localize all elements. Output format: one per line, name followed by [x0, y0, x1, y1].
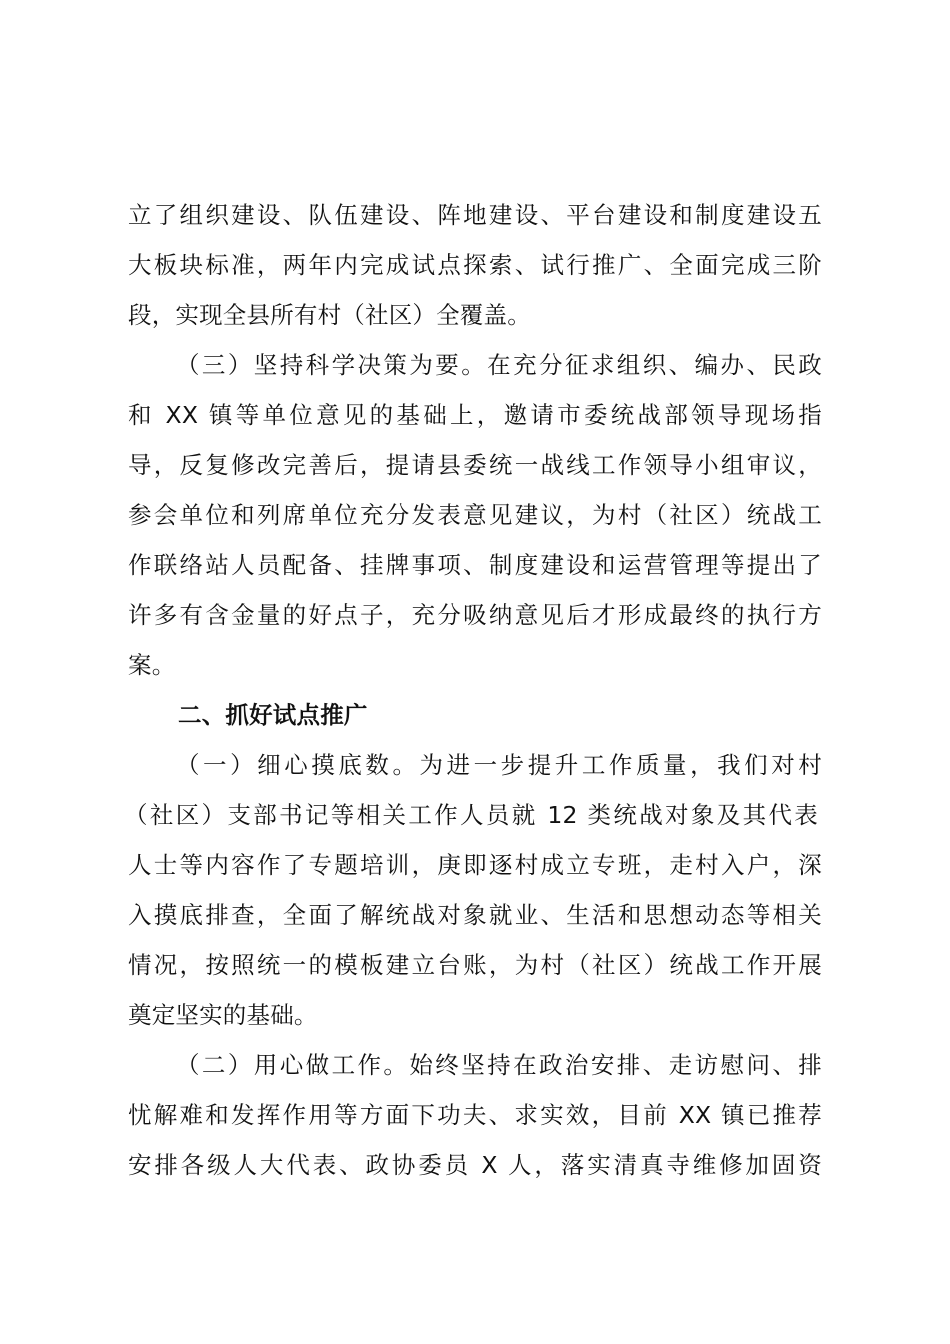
- text-line: 段，实现全县所有村（社区）全覆盖。: [128, 301, 531, 329]
- text-line: 立了组织建设、队伍建设、阵地建设、平台建设和制度建设五: [128, 201, 822, 229]
- text-line: 奠定坚实的基础。: [128, 1001, 318, 1029]
- text-line: （社区）支部书记等相关工作人员就 12 类统战对象及其代表: [124, 801, 818, 829]
- text-line: 和 XX 镇等单位意见的基础上，邀请市委统战部领导现场指: [128, 401, 822, 429]
- text-line: 案。: [128, 651, 176, 679]
- paragraph-standards-continuation: [128, 190, 828, 340]
- text-line: 安排各级人大代表、政协委员 X 人，落实清真寺维修加固资: [128, 1151, 822, 1179]
- text-line: 忧解难和发挥作用等方面下功夫、求实效，目前 XX 镇已推荐: [128, 1101, 822, 1129]
- paragraph-scientific-decision: [128, 340, 828, 690]
- document-page: [124, 190, 828, 1190]
- paragraph-work: [128, 1040, 828, 1190]
- paragraph-survey: [124, 740, 828, 1040]
- section-heading: 二、抓好试点推广: [178, 701, 368, 729]
- text-line: 情况，按照统一的模板建立台账，为村（社区）统战工作开展: [128, 951, 822, 979]
- text-line: （二）用心做工作。始终坚持在政治安排、走访慰问、排: [176, 1051, 822, 1079]
- text-line: 人士等内容作了专题培训，庚即逐村成立专班，走村入户，深: [128, 851, 822, 879]
- text-line: 导，反复修改完善后，提请县委统一战线工作领导小组审议，: [128, 451, 822, 479]
- text-line: 大板块标准，两年内完成试点探索、试行推广、全面完成三阶: [128, 251, 822, 279]
- text-line: 参会单位和列席单位充分发表意见建议，为村（社区）统战工: [128, 501, 822, 529]
- text-line: （三）坚持科学决策为要。在充分征求组织、编办、民政: [176, 351, 822, 379]
- text-line: 入摸底排查，全面了解统战对象就业、生活和思想动态等相关: [128, 901, 822, 929]
- text-line: 许多有含金量的好点子，充分吸纳意见后才形成最终的执行方: [128, 601, 822, 629]
- text-line: （一）细心摸底数。为进一步提升工作质量，我们对村: [176, 751, 822, 779]
- text-line: 作联络站人员配备、挂牌事项、制度建设和运营管理等提出了: [128, 551, 822, 579]
